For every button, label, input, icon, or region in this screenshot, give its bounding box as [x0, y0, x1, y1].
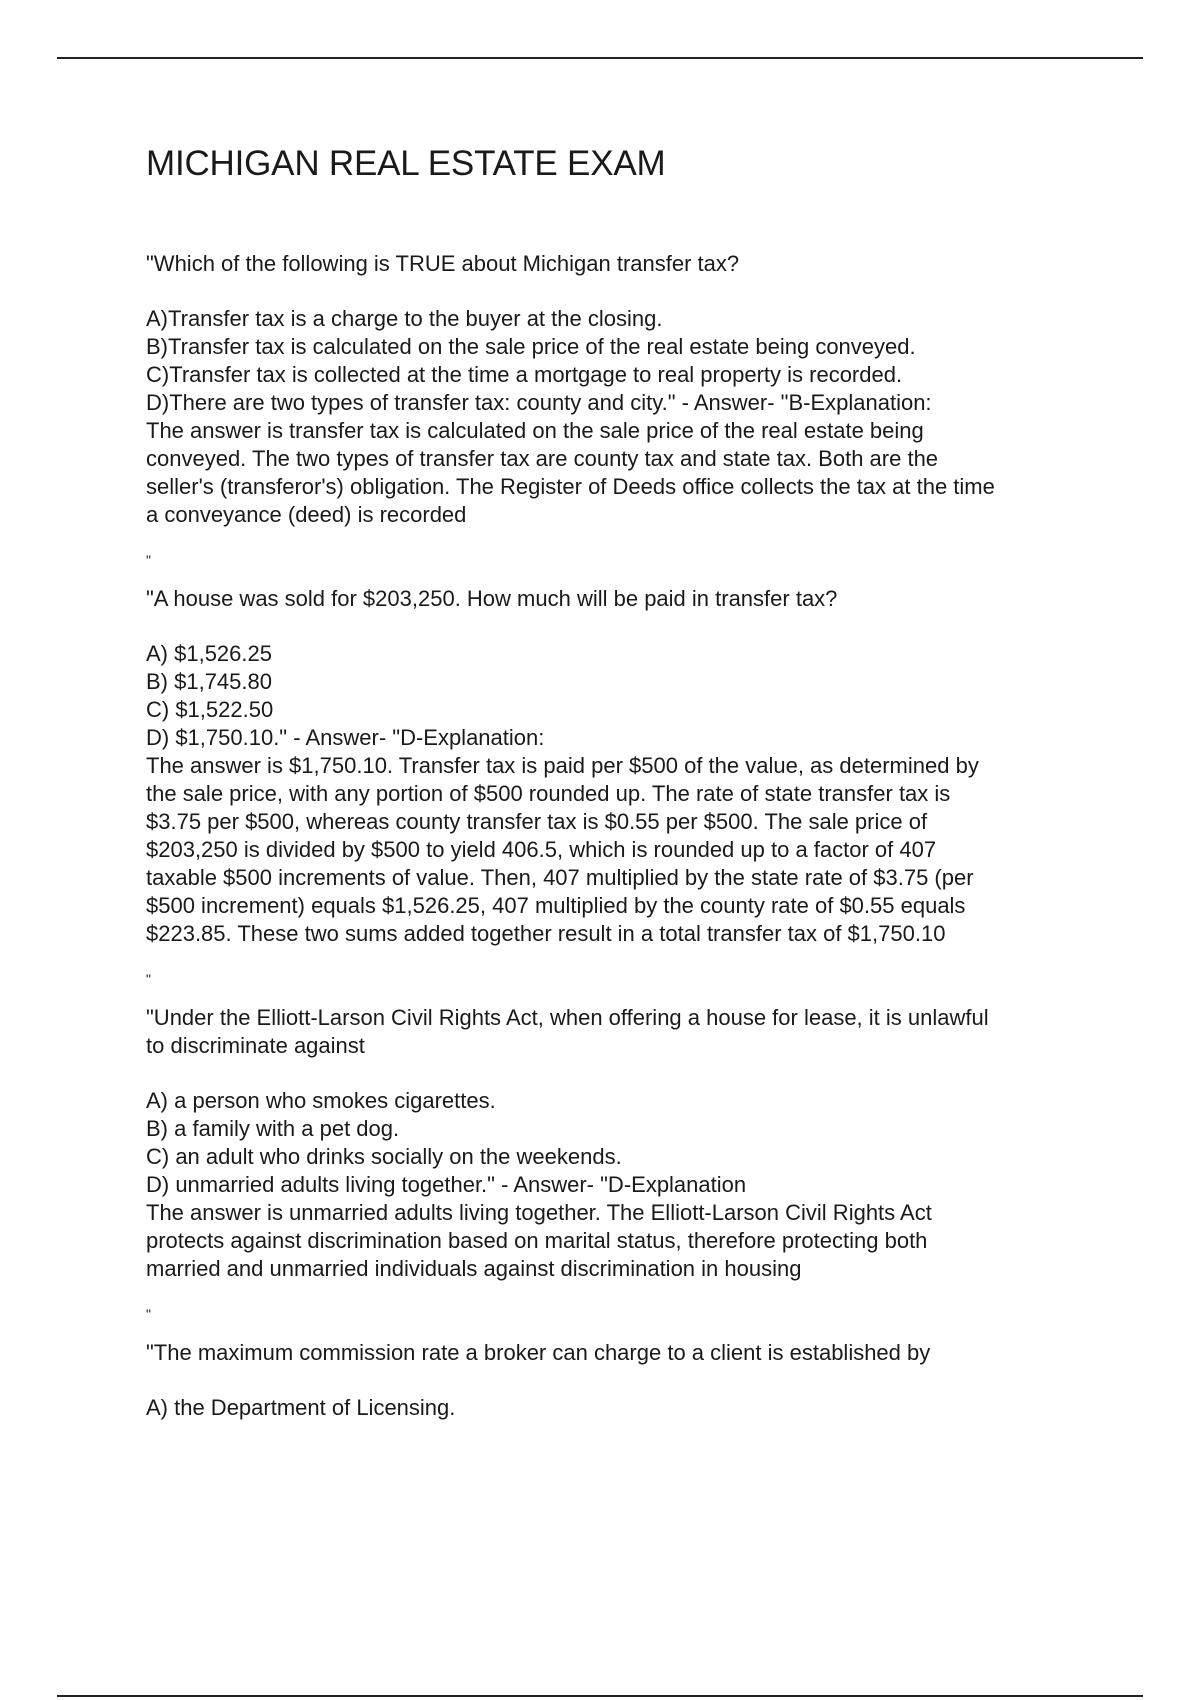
answer-and-explanation	[146, 1394, 1096, 1422]
option-line: A) the Department of Licensing.	[146, 1395, 456, 1420]
separator-mark: "	[146, 1306, 151, 1322]
explanation-line: The answer is unmarried adults living together. The Elliott-Larson Civil Rights Act	[146, 1200, 932, 1225]
option-line: B)Transfer tax is calculated on the sale price of the real estate being conveyed.	[146, 334, 916, 359]
explanation-line: seller's (transferor's) obligation. The Register of Deeds office collects the tax at the time	[146, 474, 995, 499]
explanation-line: $223.85. These two sums added together result in a total transfer tax of $1,750.10	[146, 921, 946, 946]
explanation-line: the sale price, with any portion of $500 rounded up. The rate of state transfer tax is	[146, 781, 951, 806]
option-line: C) an adult who drinks socially on the weekends.	[146, 1144, 622, 1169]
separator-mark: "	[146, 552, 151, 568]
explanation-line: The answer is $1,750.10. Transfer tax is paid per $500 of the value, as determined by	[146, 753, 979, 778]
option-line: C)Transfer tax is collected at the time a mortgage to real property is recorded.	[146, 362, 903, 387]
question-text: "The maximum commission rate a broker can charge to a client is established by	[146, 1340, 931, 1365]
explanation-line: taxable $500 increments of value. Then, 407 multiplied by the state rate of $3.75 (per	[146, 865, 974, 890]
option-line: B) $1,745.80	[146, 669, 272, 694]
option-line: C) $1,522.50	[146, 697, 274, 722]
explanation-line: $3.75 per $500, whereas county transfer tax is $0.55 per $500. The sale price of	[146, 809, 928, 834]
header-rule	[57, 57, 1143, 59]
document-body	[146, 140, 1096, 1422]
explanation-line: $203,250 is divided by $500 to yield 406.5, which is rounded up to a factor of 407	[146, 837, 937, 862]
option-line: D)There are two types of transfer tax: county and city." - Answer- "B-Explanation:	[146, 390, 932, 415]
question-block-2	[146, 585, 1096, 988]
explanation-line: protects against discrimination based on marital status, therefore protecting both	[146, 1228, 928, 1253]
explanation-line: The answer is transfer tax is calculated on the sale price of the real estate being	[146, 418, 924, 443]
option-line: D) unmarried adults living together." - Answer- "D-Explanation	[146, 1172, 747, 1197]
explanation-line: married and unmarried individuals against discrimination in housing	[146, 1256, 802, 1281]
option-line: A)Transfer tax is a charge to the buyer at the closing.	[146, 306, 663, 331]
option-line: A) $1,526.25	[146, 641, 272, 666]
question-block-4	[146, 1339, 1096, 1422]
footer-rule	[57, 1695, 1143, 1697]
question-line: "Under the Elliott-Larson Civil Rights Act, when offering a house for lease, it is unlawful	[146, 1005, 989, 1030]
question-text: "Which of the following is TRUE about Michigan transfer tax?	[146, 251, 740, 276]
question-block-1	[146, 250, 1096, 569]
answer-and-explanation	[146, 305, 1096, 529]
separator-mark: "	[146, 971, 151, 987]
option-line: A) a person who smokes cigarettes.	[146, 1088, 496, 1113]
question-block-3	[146, 1004, 1096, 1323]
option-line: D) $1,750.10." - Answer- "D-Explanation:	[146, 725, 545, 750]
document-title: MICHIGAN REAL ESTATE EXAM	[146, 144, 666, 183]
answer-and-explanation	[146, 1087, 1096, 1283]
answer-and-explanation	[146, 640, 1096, 948]
explanation-line: $500 increment) equals $1,526.25, 407 multiplied by the county rate of $0.55 equals	[146, 893, 966, 918]
explanation-line: a conveyance (deed) is recorded	[146, 502, 467, 527]
question-line: to discriminate against	[146, 1033, 365, 1058]
option-line: B) a family with a pet dog.	[146, 1116, 400, 1141]
explanation-line: conveyed. The two types of transfer tax are county tax and state tax. Both are the	[146, 446, 939, 471]
question-text: "A house was sold for $203,250. How much will be paid in transfer tax?	[146, 586, 838, 611]
question-text	[146, 1004, 1096, 1060]
